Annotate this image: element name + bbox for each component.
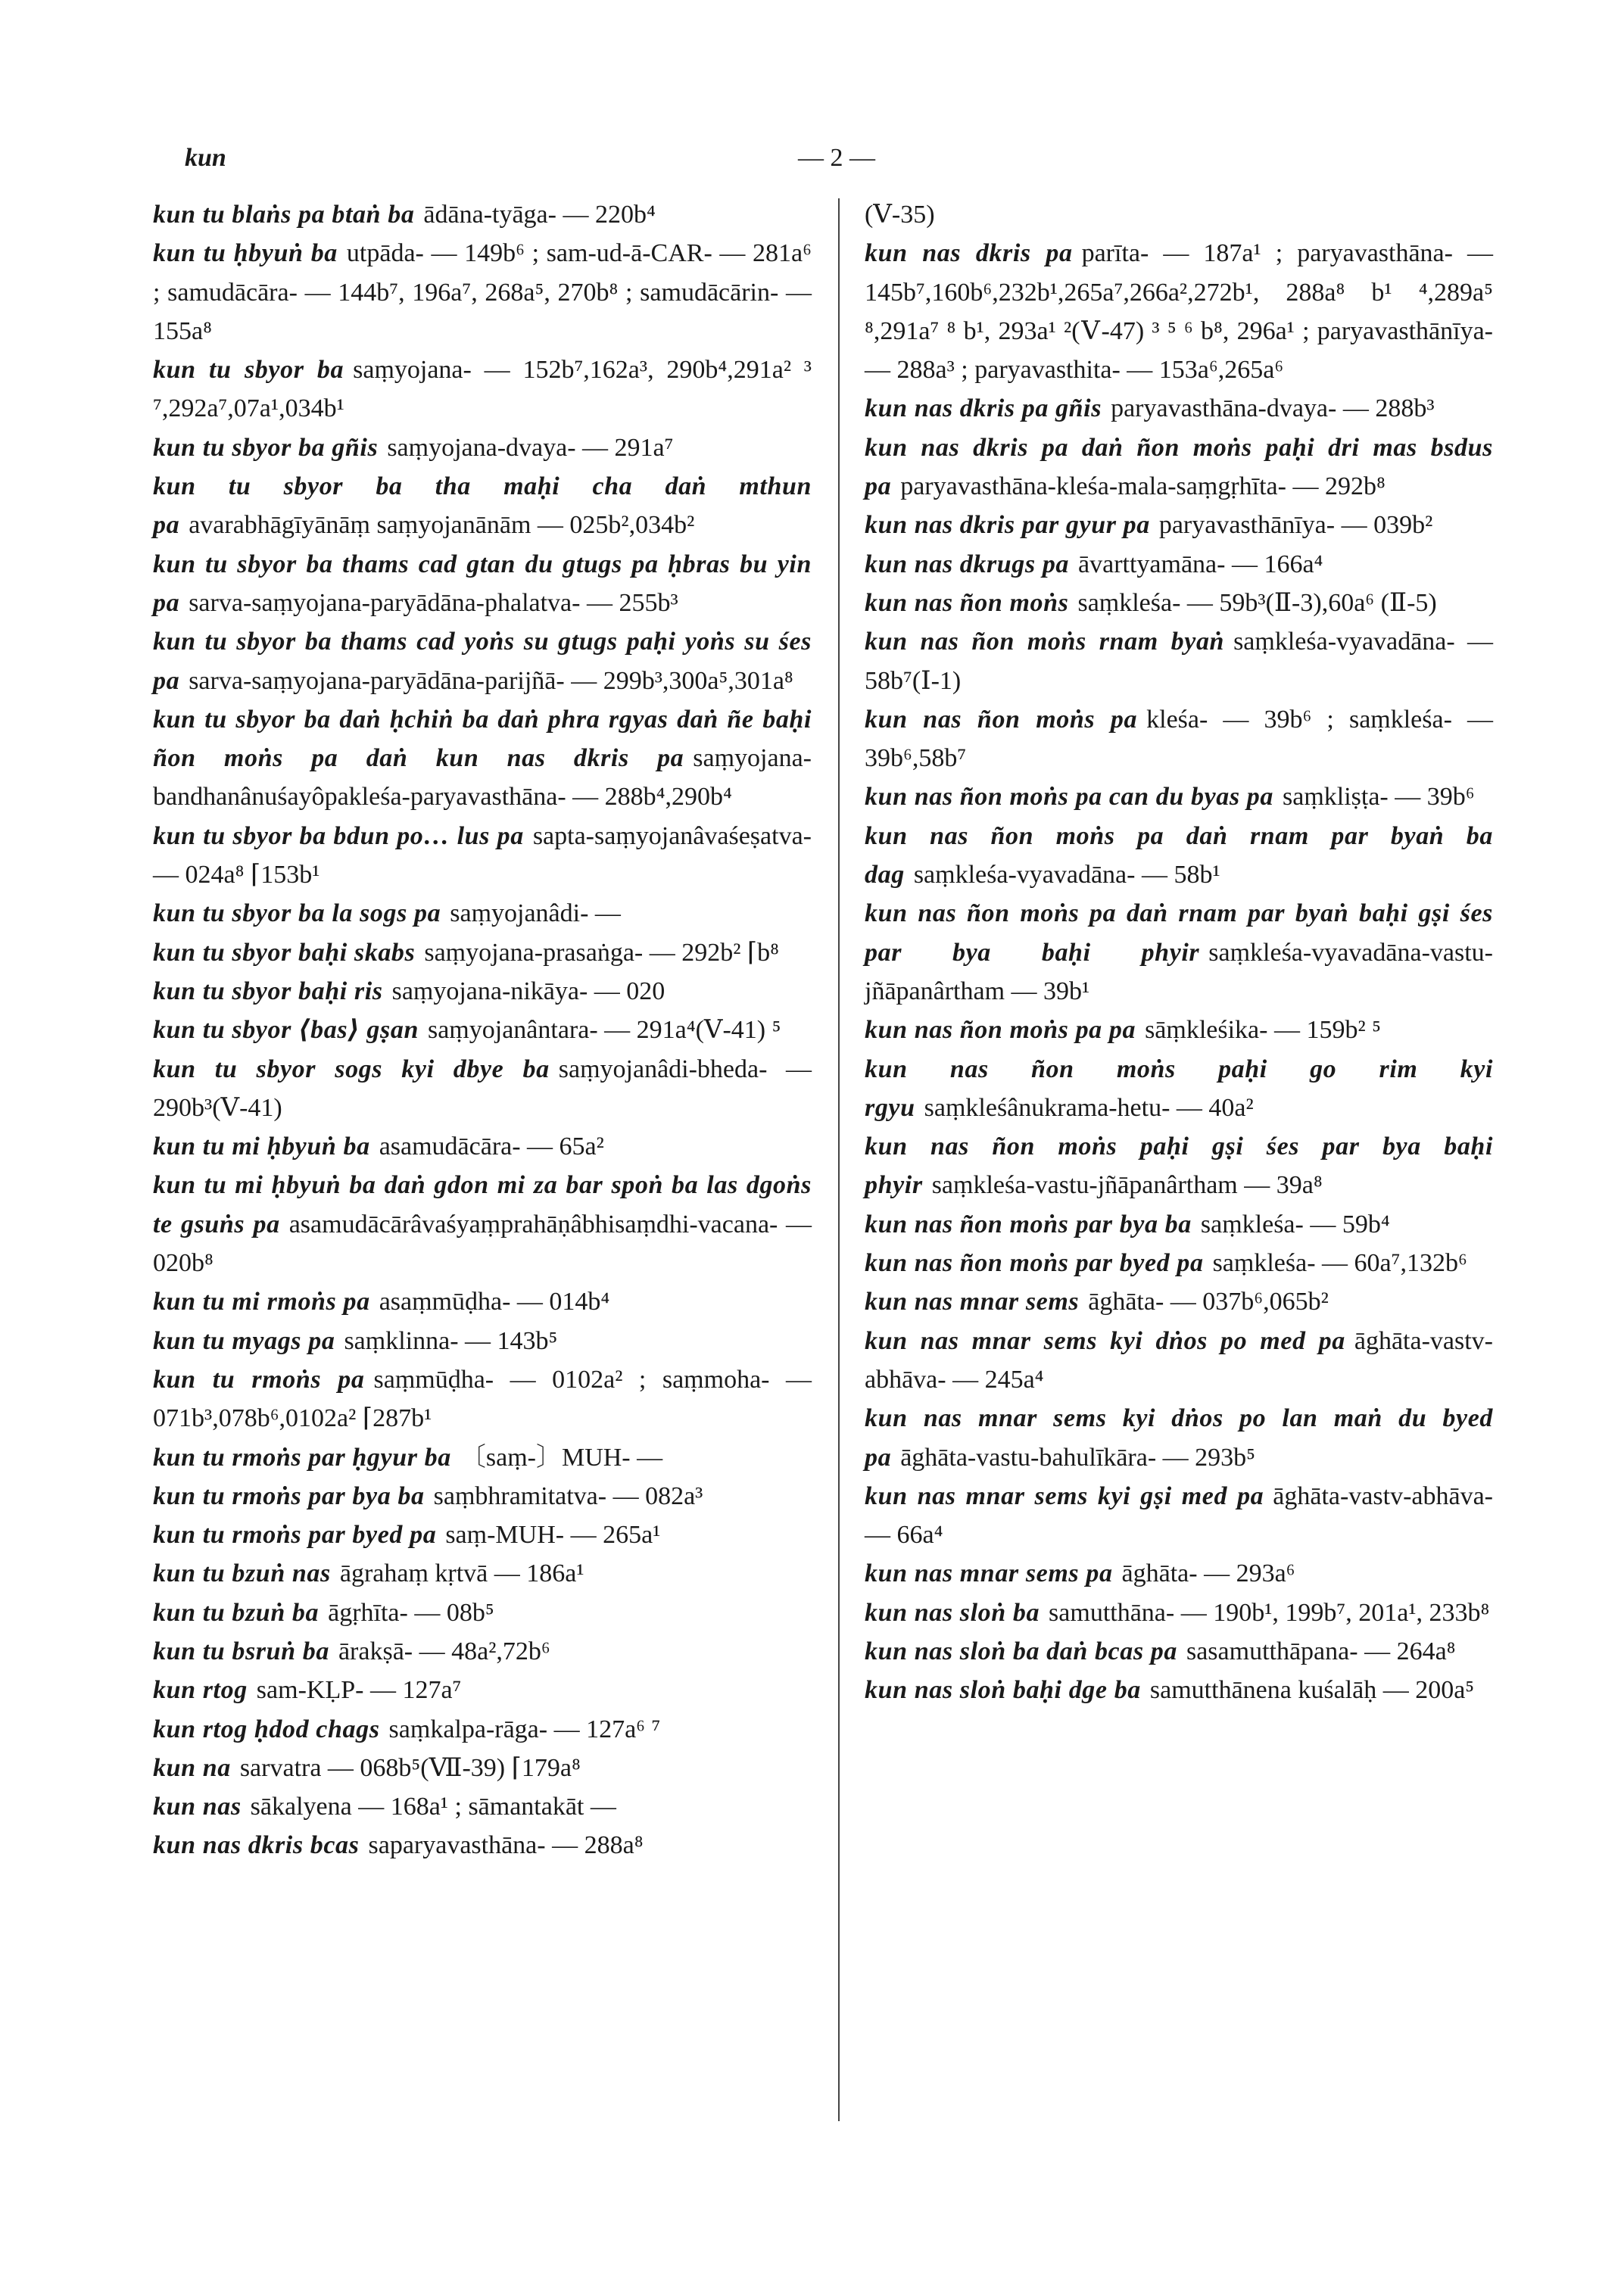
dictionary-entry xyxy=(153,1787,812,1826)
dictionary-entry xyxy=(865,777,1493,816)
tibetan-headword: kun nas ñon moṅs pa pa xyxy=(865,1016,1136,1045)
sanskrit-equivalent: āghāta-vastv-abhāva- — 66a⁴ xyxy=(865,1481,1493,1550)
sanskrit-equivalent: saṃkleśa-vyavadāna- — 58b¹ xyxy=(913,861,1220,889)
sanskrit-equivalent: asaṃmūḍha- — 014b⁴ xyxy=(379,1288,610,1316)
dictionary-entry xyxy=(865,1011,1493,1049)
dictionary-entry xyxy=(153,1360,812,1438)
tibetan-headword: kun nas dkris bcas xyxy=(153,1831,360,1860)
tibetan-headword: kun nas ñon moṅs rnam byaṅ xyxy=(865,628,1225,656)
dictionary-entry xyxy=(865,1244,1493,1282)
tibetan-headword: kun tu sbyor ba gñis xyxy=(153,433,379,462)
sanskrit-equivalent: saṃbhramitatva- — 082a³ xyxy=(433,1481,703,1510)
dictionary-entry xyxy=(153,1438,812,1477)
tibetan-headword: kun nas mnar sems pa xyxy=(865,1559,1113,1588)
dictionary-entry xyxy=(865,234,1493,389)
dictionary-entry xyxy=(865,428,1493,506)
sanskrit-equivalent: sam-KḶP- — 127a⁷ xyxy=(256,1676,462,1705)
sanskrit-equivalent: āghāta- — 037b⁶,065b² xyxy=(1088,1288,1329,1316)
dictionary-entry xyxy=(865,817,1493,895)
sanskrit-equivalent: saṃkliṣṭa- — 39b⁶ xyxy=(1283,783,1475,812)
sanskrit-equivalent: āvarttyamāna- — 166a⁴ xyxy=(1078,550,1323,578)
sanskrit-equivalent: āghāta-vastu-bahulīkāra- — 293b⁵ xyxy=(900,1443,1255,1472)
column-divider xyxy=(838,198,840,2121)
dictionary-entry xyxy=(153,1594,812,1632)
tibetan-headword: kun nas dkrugs pa xyxy=(865,550,1070,578)
dictionary-entry xyxy=(865,622,1493,700)
dictionary-entry xyxy=(865,894,1493,1011)
dictionary-entry xyxy=(153,1749,812,1787)
dictionary-entry xyxy=(153,545,812,623)
sanskrit-equivalent: āghāta- — 293a⁶ xyxy=(1121,1559,1295,1588)
tibetan-headword: kun tu sbyor ba bdun po… lus pa xyxy=(153,821,524,850)
sanskrit-equivalent: parīta- — 187a¹ ; paryavasthāna- — 145b⁷,160b⁶,232b¹,265a⁷,266a²,272b¹, 288a⁸ b¹ ⁴,289a⁵ ⁸,291a⁷ ⁸ b¹, 293a¹ ²(Ⅴ-47) ³ ⁵ ⁶ b⁸, 296a¹ ; paryavasthānīya- — 288a³ ; paryavasthita- — 153a⁶,265a⁶ xyxy=(865,239,1494,385)
sanskrit-equivalent: saṃkleśa-vastu-jñāpanârtham — 39a⁸ xyxy=(931,1171,1323,1200)
tibetan-headword: kun tu rmoṅs par bya ba xyxy=(153,1481,425,1510)
sanskrit-equivalent: saṃkleśânukrama-hetu- — 40a² xyxy=(924,1093,1254,1122)
tibetan-headword: kun nas mnar sems xyxy=(865,1288,1080,1316)
dictionary-entry xyxy=(865,1399,1493,1477)
sanskrit-equivalent: āgṛhīta- — 08b⁵ xyxy=(328,1598,494,1627)
dictionary-entry xyxy=(865,389,1493,428)
sanskrit-equivalent: ādāna-tyāga- — 220b⁴ xyxy=(423,201,656,229)
tibetan-headword: kun tu ḥbyuṅ ba xyxy=(153,239,338,268)
sanskrit-equivalent: kleśa- — 39b⁶ ; saṃkleśa- — 39b⁶,58b⁷ xyxy=(865,705,1493,773)
dictionary-entry xyxy=(153,350,812,428)
sanskrit-equivalent: sarva-saṃyojana-paryādāna-parijñā- — 299b³,300a⁵,301a⁸ xyxy=(189,666,793,695)
dictionary-entry xyxy=(153,1322,812,1360)
dictionary-entry xyxy=(865,1594,1493,1632)
sanskrit-equivalent: saṃklinna- — 143b⁵ xyxy=(344,1326,558,1355)
sanskrit-equivalent: (Ⅴ-35) xyxy=(865,201,935,229)
sanskrit-equivalent: sasamutthāpana- — 264a⁸ xyxy=(1186,1637,1456,1665)
sanskrit-equivalent: saṃyojanântara- — 291a⁴(Ⅴ-41) ⁵ xyxy=(427,1016,781,1045)
dictionary-entry xyxy=(153,817,812,895)
sanskrit-equivalent: sākalyena — 168a¹ ; sāmantakāt — xyxy=(250,1793,616,1821)
tibetan-headword: kun tu sbyor ba xyxy=(153,356,344,385)
dictionary-entry xyxy=(865,195,1493,234)
sanskrit-equivalent: asamudācāra- — 65a² xyxy=(379,1132,604,1161)
tibetan-headword: kun tu rmoṅs par ḥgyur ba xyxy=(153,1443,451,1472)
tibetan-headword: kun nas ñon moṅs pa can du byas pa xyxy=(865,783,1273,812)
tibetan-headword: kun tu rmoṅs pa xyxy=(153,1365,365,1394)
tibetan-headword: kun tu bzuṅ ba xyxy=(153,1598,320,1627)
dictionary-entry xyxy=(865,1282,1493,1321)
tibetan-headword: kun nas dkris pa daṅ ñon moṅs paḥi dri mas bsdus pa xyxy=(865,433,1493,501)
sanskrit-equivalent: saṃkleśa- — 59b⁴ xyxy=(1200,1210,1390,1238)
dictionary-entry xyxy=(153,1011,812,1049)
sanskrit-equivalent: saparyavasthāna- — 288a⁸ xyxy=(368,1831,644,1860)
tibetan-headword: kun nas ñon moṅs pa daṅ rnam par byaṅ baḥi gṣi śes par bya baḥi phyir xyxy=(865,899,1493,967)
sanskrit-equivalent: paryavasthāna-kleśa-mala-saṃgṛhīta- — 292b⁸ xyxy=(900,472,1386,501)
dictionary-entry xyxy=(865,1127,1493,1205)
tibetan-headword: kun nas mnar sems kyi dṅos po med pa xyxy=(865,1326,1345,1355)
sanskrit-equivalent: saṃyojanâdi-bheda- — 290b³(Ⅴ-41) xyxy=(153,1055,812,1122)
tibetan-headword: kun tu sbyor baḥi skabs xyxy=(153,938,416,967)
dictionary-entry xyxy=(865,1050,1493,1128)
sanskrit-equivalent: saṃyojanâdi- — xyxy=(450,899,621,928)
dictionary-entry xyxy=(153,1127,812,1166)
dictionary-entry xyxy=(153,1632,812,1671)
tibetan-headword: kun tu mi ḥbyuṅ ba xyxy=(153,1132,370,1161)
dictionary-entry xyxy=(865,1554,1493,1593)
sanskrit-equivalent: sarvatra — 068b⁵(Ⅶ-39) ⌈179a⁸ xyxy=(239,1753,581,1782)
tibetan-headword: kun tu sbyor ba la sogs pa xyxy=(153,899,441,928)
tibetan-headword: kun tu sbyor ba tha maḥi cha daṅ mthun pa xyxy=(153,472,812,540)
tibetan-headword: kun nas dkris pa xyxy=(865,239,1073,268)
sanskrit-equivalent: saṃmūḍha- — 0102a² ; saṃmoha- — 071b³,078b⁶,0102a² ⌈287b¹ xyxy=(153,1365,812,1433)
sanskrit-equivalent: saṃyojana-nikāya- — 020 xyxy=(391,977,665,1005)
sanskrit-equivalent: saṃkleśa-vyavadāna- — 58b⁷(Ⅰ-1) xyxy=(865,628,1493,695)
dictionary-entry xyxy=(865,545,1493,584)
tibetan-headword: kun tu sbyor ba thams cad gtan du gtugs pa ḥbras bu yin pa xyxy=(153,550,812,617)
sanskrit-equivalent: ārakṣā- — 48a²,72b⁶ xyxy=(338,1637,550,1665)
tibetan-headword: kun nas mnar sems kyi gṣi med pa xyxy=(865,1481,1264,1510)
sanskrit-equivalent: saṃyojana-dvaya- — 291a⁷ xyxy=(387,433,674,462)
sanskrit-equivalent: samutthāna- — 190b¹, 199b⁷, 201a¹, 233b⁸ xyxy=(1049,1598,1490,1627)
tibetan-headword: kun tu mi rmoṅs pa xyxy=(153,1288,370,1316)
dictionary-entry xyxy=(865,584,1493,622)
sanskrit-equivalent: sarva-saṃyojana-paryādāna-phalatva- — 255b³ xyxy=(189,588,678,617)
tibetan-headword: kun na xyxy=(153,1753,231,1782)
sanskrit-equivalent: paryavasthānīya- — 039b² xyxy=(1158,511,1433,540)
dictionary-entry xyxy=(153,467,812,545)
tibetan-headword: kun nas ñon moṅs pa xyxy=(865,705,1138,734)
running-head-word: kun xyxy=(185,144,226,172)
sanskrit-equivalent: sāṃkleśika- — 159b² ⁵ xyxy=(1145,1016,1382,1045)
tibetan-headword: kun nas sloṅ baḥi dge ba xyxy=(865,1676,1141,1705)
dictionary-entry xyxy=(153,428,812,467)
tibetan-headword: kun tu bsruṅ ba xyxy=(153,1637,329,1665)
tibetan-headword: kun nas ñon moṅs paḥi go rim kyi rgyu xyxy=(865,1055,1493,1122)
sanskrit-equivalent: 〔saṃ-〕MUH- — xyxy=(460,1443,663,1472)
tibetan-headword: kun tu sbyor ba daṅ ḥchiṅ ba daṅ phra rgyas daṅ ñe baḥi ñon moṅs pa daṅ kun nas dkris pa xyxy=(153,705,812,773)
left-column xyxy=(153,195,812,1865)
page-number: — 2 — xyxy=(798,144,875,172)
dictionary-entry xyxy=(865,1205,1493,1244)
tibetan-headword: kun nas ñon moṅs pa daṅ rnam par byaṅ ba dag xyxy=(865,821,1493,889)
tibetan-headword: kun tu bzuṅ nas xyxy=(153,1559,331,1588)
sanskrit-equivalent: saṃ-MUH- — 265a¹ xyxy=(445,1521,661,1550)
tibetan-headword: kun nas sloṅ ba daṅ bcas pa xyxy=(865,1637,1177,1665)
tibetan-headword: kun tu sbyor ⟨bas⟩ gṣan xyxy=(153,1016,419,1045)
sanskrit-equivalent: paryavasthāna-dvaya- — 288b³ xyxy=(1111,394,1435,423)
dictionary-entry xyxy=(153,1516,812,1554)
tibetan-headword: kun tu rmoṅs par byed pa xyxy=(153,1521,437,1550)
sanskrit-equivalent: saṃyojana-prasaṅga- — 292b² ⌈b⁸ xyxy=(424,938,780,967)
dictionary-entry xyxy=(153,933,812,972)
dictionary-entry xyxy=(153,1671,812,1709)
dictionary-entry xyxy=(153,1554,812,1593)
sanskrit-equivalent: āghāta-vastv-abhāva- — 245a⁴ xyxy=(865,1326,1493,1394)
tibetan-headword: kun nas dkris par gyur pa xyxy=(865,511,1150,540)
dictionary-entry xyxy=(153,195,812,234)
sanskrit-equivalent: samutthānena kuśalāḥ — 200a⁵ xyxy=(1149,1676,1475,1705)
tibetan-headword: kun nas ñon moṅs par bya ba xyxy=(865,1210,1192,1238)
dictionary-entry xyxy=(865,1477,1493,1555)
sanskrit-equivalent: sapta-saṃyojanâvaśeṣatva- — 024a⁸ ⌈153b¹ xyxy=(153,821,812,889)
tibetan-headword: kun nas xyxy=(153,1793,242,1821)
tibetan-headword: kun rtog ḥdod chags xyxy=(153,1715,380,1743)
dictionary-entry xyxy=(153,1710,812,1749)
sanskrit-equivalent: asamudācārâvaśyaṃprahāṇâbhisaṃdhi-vacana- — 020b⁸ xyxy=(153,1210,812,1278)
dictionary-entry xyxy=(153,1282,812,1321)
tibetan-headword: kun tu sbyor ba thams cad yoṅs su gtugs paḥi yoṅs su śes pa xyxy=(153,628,812,695)
tibetan-headword: kun tu sbyor baḥi ris xyxy=(153,977,383,1005)
sanskrit-equivalent: saṃkleśa-vyavadāna-vastu-jñāpanârtham — 39b¹ xyxy=(865,938,1493,1005)
sanskrit-equivalent: saṃyojana-bandhanânuśayôpakleśa-paryavasthāna- — 288b⁴,290b⁴ xyxy=(153,744,812,812)
dictionary-entry xyxy=(153,1050,812,1128)
dictionary-entry xyxy=(865,1322,1493,1400)
tibetan-headword: kun tu blaṅs pa btaṅ ba xyxy=(153,201,415,229)
sanskrit-equivalent: saṃkalpa-rāga- — 127a⁶ ⁷ xyxy=(388,1715,661,1743)
sanskrit-equivalent: saṃyojana- — 152b⁷,162a³, 290b⁴,291a² ³ ⁷,292a⁷,07a¹,034b¹ xyxy=(153,356,812,423)
tibetan-headword: kun rtog xyxy=(153,1676,248,1705)
dictionary-entry xyxy=(153,1477,812,1516)
dictionary-entry xyxy=(153,1166,812,1282)
sanskrit-equivalent: āgrahaṃ kṛtvā — 186a¹ xyxy=(339,1559,584,1588)
dictionary-entry xyxy=(865,1632,1493,1671)
tibetan-headword: kun nas ñon moṅs xyxy=(865,588,1069,617)
dictionary-entry xyxy=(865,506,1493,544)
tibetan-headword: kun nas mnar sems kyi dṅos po lan maṅ du byed pa xyxy=(865,1404,1493,1472)
tibetan-headword: kun tu mi ḥbyuṅ ba daṅ gdon mi za bar spoṅ ba las dgoṅs te gsuṅs pa xyxy=(153,1171,812,1238)
right-column xyxy=(865,195,1493,1710)
dictionary-entry xyxy=(153,1826,812,1865)
tibetan-headword: kun tu myags pa xyxy=(153,1326,335,1355)
sanskrit-equivalent: saṃkleśa- — 59b³(Ⅱ-3),60a⁶ (Ⅱ-5) xyxy=(1077,588,1437,617)
sanskrit-equivalent: utpāda- — 149b⁶ ; sam-ud-ā-CAR- — 281a⁶ ; samudācāra- — 144b⁷, 196a⁷, 268a⁵, 270b⁸ ; samudācārin- — 155a⁸ xyxy=(153,239,812,345)
sanskrit-equivalent: avarabhāgīyānāṃ saṃyojanānām — 025b²,034b² xyxy=(189,511,695,540)
dictionary-entry xyxy=(153,234,812,350)
tibetan-headword: kun nas dkris pa gñis xyxy=(865,394,1102,423)
tibetan-headword: kun nas ñon moṅs paḥi gṣi śes par bya baḥi phyir xyxy=(865,1132,1493,1200)
dictionary-entry xyxy=(865,1671,1493,1709)
sanskrit-equivalent: saṃkleśa- — 60a⁷,132b⁶ xyxy=(1212,1249,1467,1278)
dictionary-entry xyxy=(153,894,812,933)
tibetan-headword: kun nas sloṅ ba xyxy=(865,1598,1040,1627)
tibetan-headword: kun nas ñon moṅs par byed pa xyxy=(865,1249,1204,1278)
dictionary-entry xyxy=(153,700,812,817)
dictionary-entry xyxy=(865,700,1493,778)
dictionary-entry xyxy=(153,972,812,1011)
dictionary-entry xyxy=(153,622,812,700)
tibetan-headword: kun tu sbyor sogs kyi dbye ba xyxy=(153,1055,550,1083)
